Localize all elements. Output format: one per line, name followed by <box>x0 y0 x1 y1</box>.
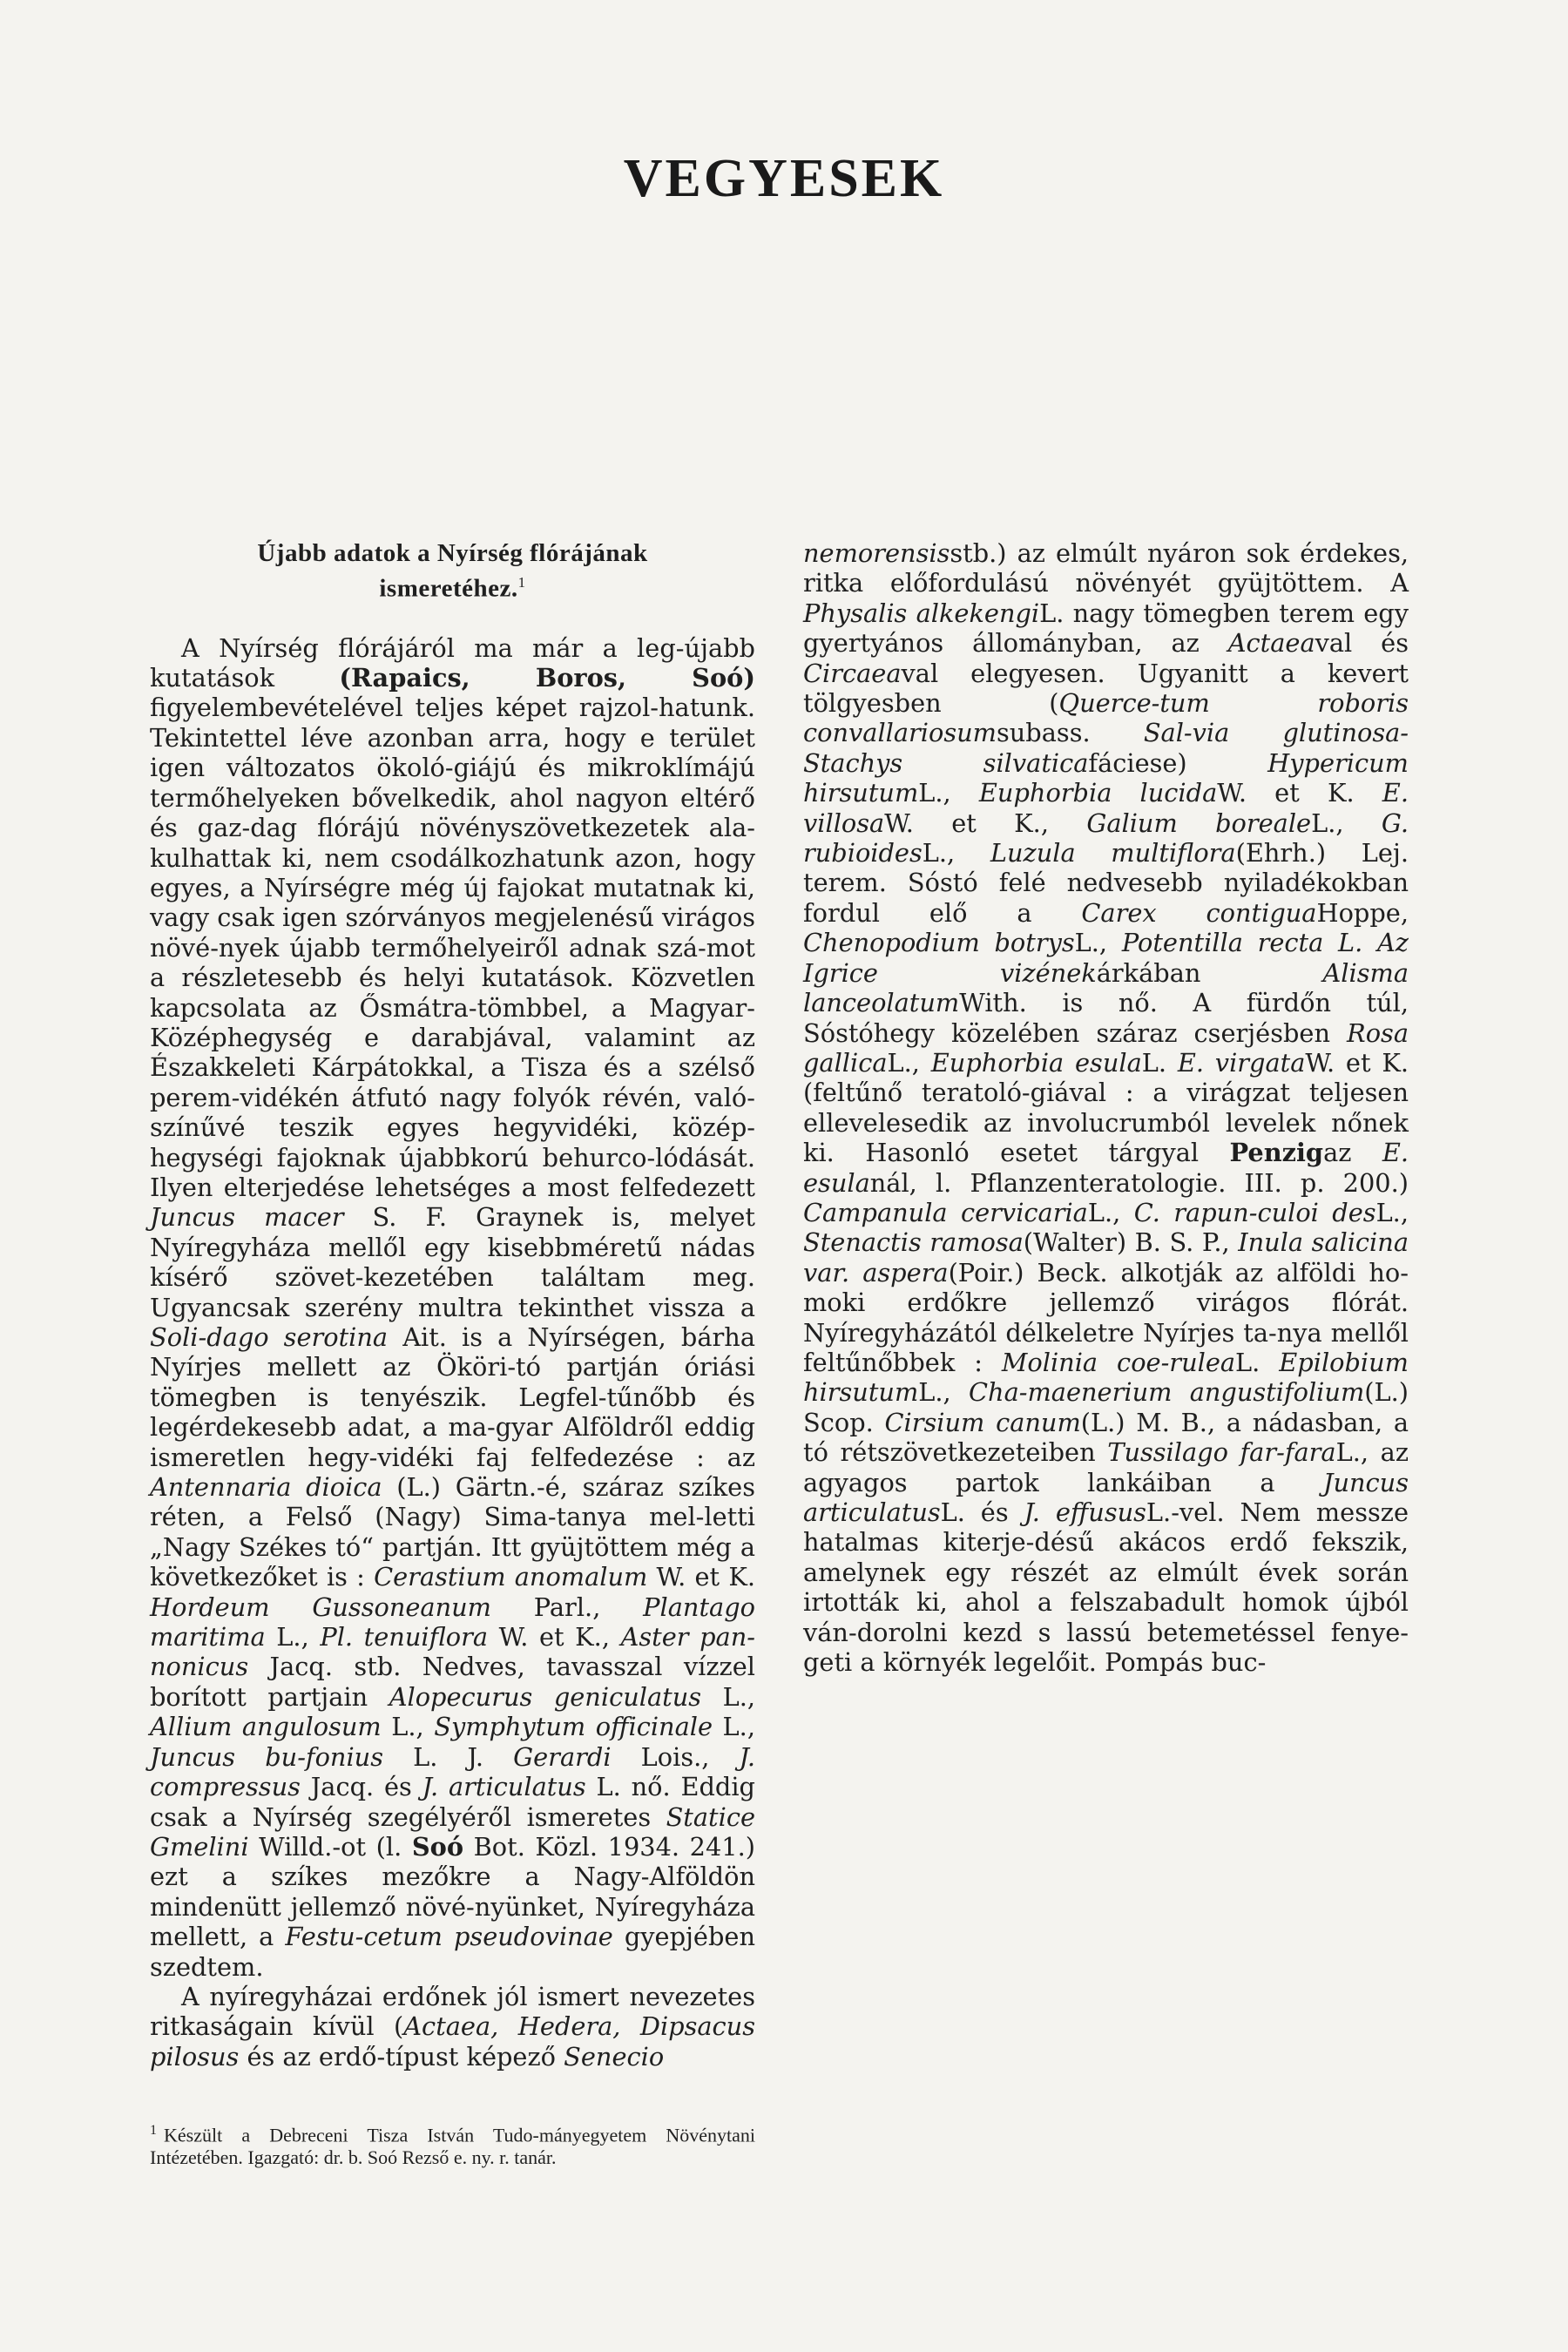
species-name: Plantago maritima <box>150 1592 755 1652</box>
species-name: Cha-maenerium angustifolium <box>969 1377 1365 1408</box>
text-run: L. <box>1235 1347 1280 1377</box>
species-name: Alisma lanceolatum <box>803 957 1409 1018</box>
text-run: L., <box>1087 1197 1134 1227</box>
text-run: az <box>1323 1138 1382 1168</box>
species-name: Aster pan-nonicus <box>150 1622 755 1682</box>
species-name: Campanula cervicaria <box>803 1197 1088 1227</box>
text-run: val és <box>1315 628 1409 659</box>
text-run: L., <box>922 838 990 868</box>
text-run: L. nagy tömegben terem egy gyertyános állományban, az <box>803 598 1409 659</box>
species-name: Juncus macer <box>150 1202 344 1233</box>
article-title-line-2 <box>150 568 755 604</box>
text-run: (Poir.) Beck. alkotják az alföldi ho-moki erdőkre jellemző virágos flórát. Nyíregyházától délkeletre Nyírjes ta-nya mellől feltűnőbbek : <box>803 1257 1409 1377</box>
species-name: Molinia coe-rulea <box>1001 1347 1236 1377</box>
paragraph <box>150 633 755 1982</box>
text-run: L., <box>265 1622 321 1652</box>
footnote-text: Készült a Debreceni Tisza István Tudo-mányegyetem Növénytani Intézetében. Igazgató: dr. b. Soó Rezső e. ny. r. tanár. <box>150 2124 755 2169</box>
species-name: Cirsium canum <box>884 1407 1081 1437</box>
text-run: L., <box>887 1047 931 1078</box>
text-run: Jacq. és <box>300 1772 422 1802</box>
text-run: L., <box>918 778 979 808</box>
text-run: fáciese) <box>1088 747 1268 778</box>
species-name: Gerardi <box>513 1741 612 1772</box>
species-name: Pl. tenuiflora <box>320 1622 489 1652</box>
title-footnote-marker: 1 <box>517 574 526 591</box>
text-run: L., az agyagos partok lankáiban a <box>803 1437 1409 1497</box>
text-run: L., <box>381 1712 435 1742</box>
text-run: W. et K., <box>884 808 1087 838</box>
right-column <box>803 538 1409 1677</box>
text-run: W. et K., <box>488 1622 621 1652</box>
text-run: Hoppe, <box>1316 897 1409 928</box>
species-name: Actaea <box>1227 628 1315 659</box>
species-name: Senecio <box>564 2041 665 2072</box>
species-name: J. compressus <box>150 1741 756 1802</box>
author-name: Soó <box>411 1831 464 1862</box>
species-name: Euphorbia esula <box>930 1047 1142 1078</box>
text-run: (L.) Scop. <box>803 1377 1409 1437</box>
text-run: gyepjében szedtem. <box>150 1922 755 1982</box>
species-name: Alopecurus geniculatus <box>389 1681 702 1712</box>
species-name: E. virgata <box>1177 1047 1306 1078</box>
species-name: Antennaria dioica <box>150 1472 382 1503</box>
text-run: Bot. Közl. 1934. 241.) ezt a szíkes mezőkre a Nagy-Alföldön mindenütt jellemző növé-nyünket, Nyíregyháza mellett, a <box>150 1831 755 1952</box>
species-name: Inula salicina var. aspera <box>803 1227 1409 1288</box>
text-run: nál, l. Pflanzenteratologie. III. p. 200.) <box>869 1167 1409 1198</box>
species-name: J. articulatus <box>422 1772 586 1802</box>
text-run: With. is nő. A fürdőn túl, Sóstóhegy közelében száraz cserjésben <box>803 988 1409 1048</box>
species-name: Physalis alkekengi <box>803 598 1040 628</box>
right-column-text <box>803 538 1409 1677</box>
species-name: Actaea, Hedera, Dipsacus pilosus <box>150 2011 756 2072</box>
species-name: Epilobium hirsutum <box>803 1347 1409 1408</box>
author-name: (Rapaics, Boros, Soó) <box>339 663 756 693</box>
text-run: L., <box>1375 1197 1409 1227</box>
paragraph <box>803 538 1409 1677</box>
species-name: Potentilla recta L. Az Igrice vizének <box>803 928 1409 988</box>
text-run: W. et K. <box>1217 778 1382 808</box>
footnote-marker: 1 <box>150 2123 157 2138</box>
article-title-line-2-text: ismeretéhez. <box>379 574 518 603</box>
species-name: Circaea <box>803 658 902 688</box>
species-name: Querce-tum roboris convallariosum <box>803 688 1409 748</box>
text-run: és az erdő-típust képező <box>239 2041 564 2072</box>
text-run: Ait. is a Nyírségen, bárha Nyírjes mellett az Ököri-tó partján óriási tömegben is tenyészik. Legfel-tűnőbb és legérdekesebb adat, a ma-gyar Alföldről eddig ismeretlen hegy-vidéki faj felfedezése : az <box>150 1322 755 1472</box>
text-run: Lois., <box>611 1741 740 1772</box>
species-name: C. rapun-culoi des <box>1133 1197 1376 1227</box>
author-name: Penzig <box>1229 1138 1324 1168</box>
species-name: Sal-via glutinosa-Stachys silvatica <box>803 718 1409 778</box>
species-name: E. esula <box>803 1138 1409 1198</box>
text-run: W. et K. <box>647 1562 755 1592</box>
text-run: stb.) az elmúlt nyáron sok érdekes, ritka előfordulású növényét gyüjtöttem. A <box>803 538 1409 598</box>
paragraph <box>150 1982 755 2072</box>
species-name: Symphytum officinale <box>434 1712 713 1742</box>
species-name: J. effusus <box>1024 1497 1146 1527</box>
text-run: val elegyesen. Ugyanitt a kevert tölgyesben ( <box>803 658 1409 719</box>
text-run: L. <box>1141 1047 1178 1078</box>
text-run: W. et K. (feltűnő teratoló-giával : a virágzat teljesen ellevelesedik az involucrumból levelek nőnek ki. Hasonló esetet tárgyal <box>803 1047 1409 1168</box>
species-name: Allium angulosum <box>150 1712 382 1742</box>
species-name: Rosa gallica <box>803 1017 1409 1078</box>
left-column-text <box>150 633 755 2072</box>
text-run: (L.) Gärtn.-é, száraz szíkes réten, a Felső (Nagy) Sima-tanya mel-letti „Nagy Székes tó“ partján. Itt gyüjtöttem még a következőket is : <box>150 1472 755 1592</box>
species-name: Euphorbia lucida <box>978 778 1218 808</box>
species-name: Chenopodium botrys <box>803 928 1075 958</box>
species-name: E. villosa <box>803 778 1409 838</box>
text-run: (L.) M. B., a nádasban, a tó rétszövetkezeteiben <box>803 1407 1409 1468</box>
text-run: L., <box>713 1712 755 1742</box>
text-run: (Ehrh.) Lej. terem. Sóstó felé nedvesebb nyiladékokban fordul elő a <box>803 838 1409 928</box>
section-title: VEGYESEK <box>623 149 945 208</box>
species-name: Tussilago far-fara <box>1107 1437 1336 1468</box>
text-run: L. nő. Eddig csak a Nyírség szegélyéről ismeretes <box>150 1772 755 1832</box>
text-run: L. J. <box>383 1741 514 1772</box>
text-run: subass. <box>996 718 1144 748</box>
species-name: Juncus articulatus <box>803 1467 1409 1527</box>
text-run: Parl., <box>490 1592 644 1622</box>
text-run: L., <box>1074 928 1122 958</box>
species-name: Hypericum hirsutum <box>803 747 1409 808</box>
text-run: figyelembevételével teljes képet rajzol-hatunk. Tekintettel léve azonban arra, hogy e terület igen változatos ökoló-giájú és mikroklímájú termőhelyeken bővelkedik, ahol nagyon eltérő és gaz-dag flórájú növényszövetkezetek ala-kulhattak ki, nem csodálkozhatunk azon, hogy egyes, a Nyírségre még új fajokat mutatnak ki, vagy csak igen szórványos megjelenésű virágos növé-nyek újabb termőhelyeiről adnak szá-mot a részletesebb és helyi kutatások. Közvetlen kapcsolata az Ősmátra-tömbbel, a Magyar-Középhegység e darabjával, valamint az Északkeleti Kárpátokkal, a Tisza és a szélső perem-vidékén átfutó nagy folyók révén, való-színűvé teszik egyes hegyvidéki, közép-hegységi fajoknak újabbkorú behurco-lódását. Ilyen elterjedése lehetséges a most felfedezett <box>150 693 755 1202</box>
species-name: Soli-dago serotina <box>150 1322 389 1352</box>
species-name: nemorensis <box>803 538 950 568</box>
species-name: Juncus bu-fonius <box>150 1741 384 1772</box>
text-run: árkában <box>1096 957 1323 988</box>
species-name: Statice Gmelini <box>150 1801 755 1862</box>
text-run: A nyíregyházai erdőnek jól ismert nevezetes ritkaságain kívül ( <box>150 1981 755 2042</box>
article-title <box>150 538 755 604</box>
text-run: L. és <box>940 1497 1024 1527</box>
text-run: A Nyírség flórájáról ma már a leg-újabb kutatások <box>150 632 755 693</box>
species-name: Luzula multiflora <box>990 838 1236 868</box>
species-name: Festu-cetum pseudovinae <box>285 1922 613 1952</box>
species-name: Carex contigua <box>1081 897 1317 928</box>
text-run: L., <box>918 1377 970 1408</box>
species-name: Stenactis ramosa <box>803 1227 1024 1258</box>
article-title-line-1: Újabb adatok a Nyírség flórájának <box>257 539 648 567</box>
species-name: G. rubioides <box>803 808 1409 868</box>
species-name: Cerastium anomalum <box>374 1562 648 1592</box>
text-run: L., <box>1311 808 1382 838</box>
text-run: Jacq. stb. Nedves, tavasszal vízzel borított partjain <box>150 1652 755 1712</box>
text-run: (Walter) B. S. P., <box>1023 1227 1239 1258</box>
text-run: S. F. Graynek is, melyet Nyíregyháza mellől egy kisebbméretű nádas kísérő szövet-kezetében találtam meg. Ugyancsak szerény multra tekinthet vissza a <box>150 1202 755 1322</box>
text-run: L.-vel. Nem messze hatalmas kiterje-désű akácos erdő fekszik, amelynek egy részét az elmúlt évek során irtották ki, ahol a felszabadult homok újból ván-dorolni kezd s lassú betemetéssel fenye-geti a környék legelőit. Pompás buc- <box>803 1497 1409 1678</box>
left-column <box>150 538 755 2072</box>
species-name: Hordeum Gussoneanum <box>150 1592 491 1622</box>
text-run: L., <box>701 1681 756 1712</box>
species-name: Galium boreale <box>1086 808 1312 838</box>
text-run: Willd.-ot (l. <box>248 1831 412 1862</box>
footnote <box>150 2119 755 2169</box>
